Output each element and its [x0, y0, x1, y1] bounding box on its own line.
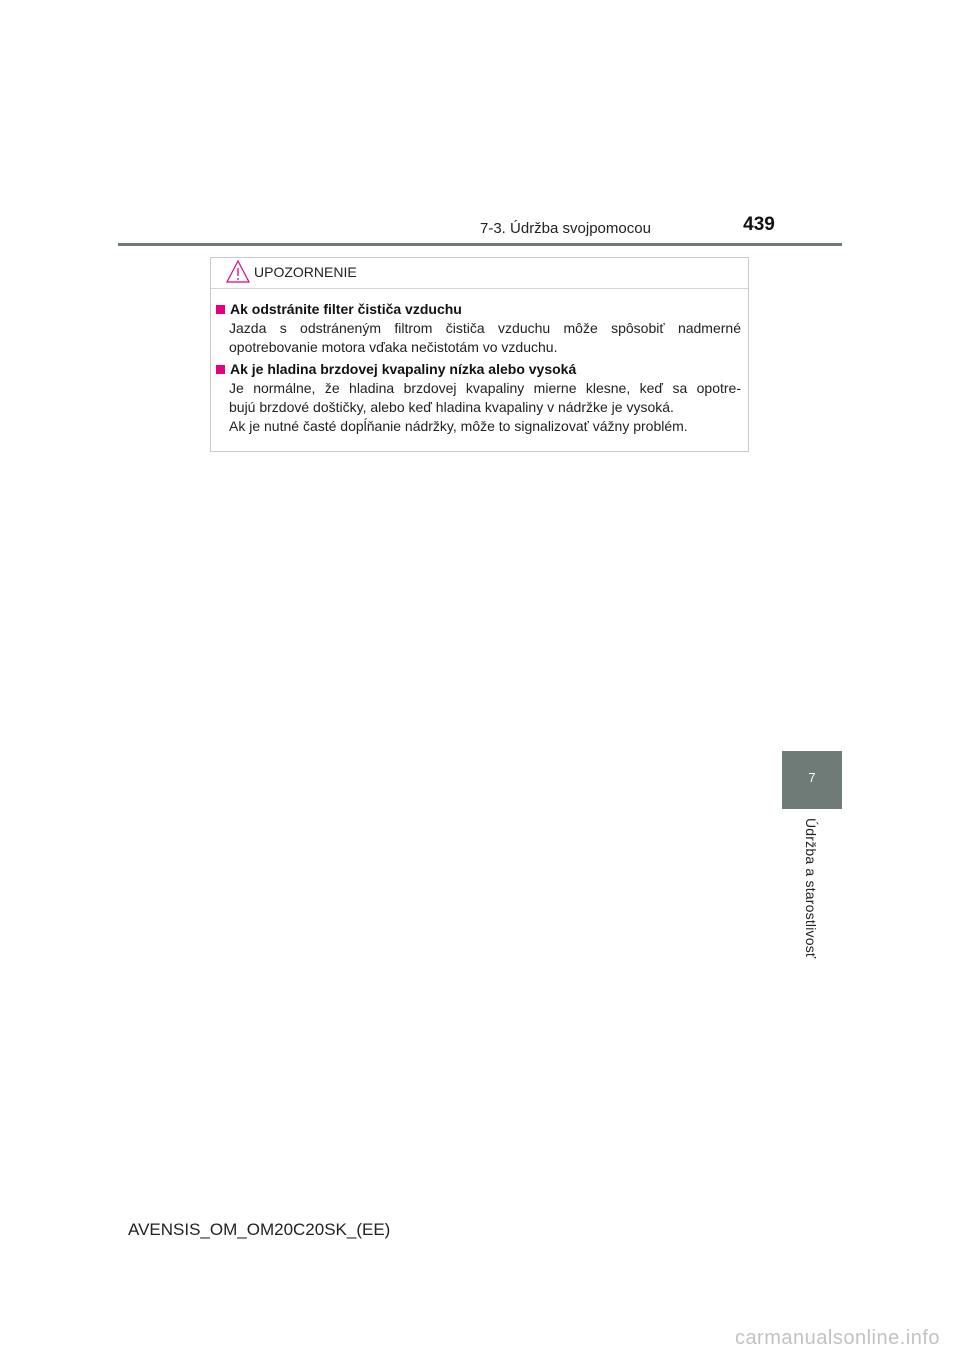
body-line: bujú brzdové doštičky, alebo keď hladina kvapaliny v nádržke je vysoká. — [229, 399, 674, 415]
item-title — [215, 360, 741, 378]
page-number: 439 — [743, 214, 775, 235]
bullet-square-icon — [216, 365, 225, 374]
item-title — [215, 300, 741, 318]
item-title-text: Ak odstránite filter čističa vzduchu — [230, 301, 462, 317]
header-rule — [118, 243, 842, 246]
body-line: opotrebovanie motora vďaka nečistotám vo vzduchu. — [229, 339, 558, 355]
body-line: Jazda s odstráneným filtrom čističa vzduchu môže spôsobiť nadmerné — [229, 320, 741, 336]
body-line: Je normálne, že hladina brzdovej kvapaliny mierne klesne, keď sa opotre- — [229, 380, 741, 396]
chapter-side-tab[interactable] — [782, 751, 842, 809]
footer-doc-code: AVENSIS_OM_OM20C20SK_(EE) — [128, 1220, 391, 1239]
watermark: carmanualsonline.info — [734, 1327, 940, 1349]
chapter-number: 7 — [808, 770, 816, 785]
warning-item — [215, 360, 741, 436]
item-body — [215, 379, 741, 436]
warning-box — [210, 257, 749, 452]
bullet-square-icon — [216, 305, 225, 314]
warning-triangle-icon — [225, 259, 251, 285]
body-line: Ak je nutné časté dopĺňanie nádržky, môže to signalizovať vážny problém. — [229, 418, 688, 434]
item-body — [215, 319, 741, 357]
warning-header — [211, 258, 748, 289]
item-title-text: Ak je hladina brzdovej kvapaliny nízka alebo vysoká — [230, 361, 577, 377]
section-title: 7-3. Údržba svojpomocou — [480, 220, 651, 237]
chapter-side-label: Údržba a starostlivosť — [803, 818, 819, 959]
warning-label: UPOZORNENIE — [254, 264, 357, 280]
warning-item — [215, 300, 741, 357]
